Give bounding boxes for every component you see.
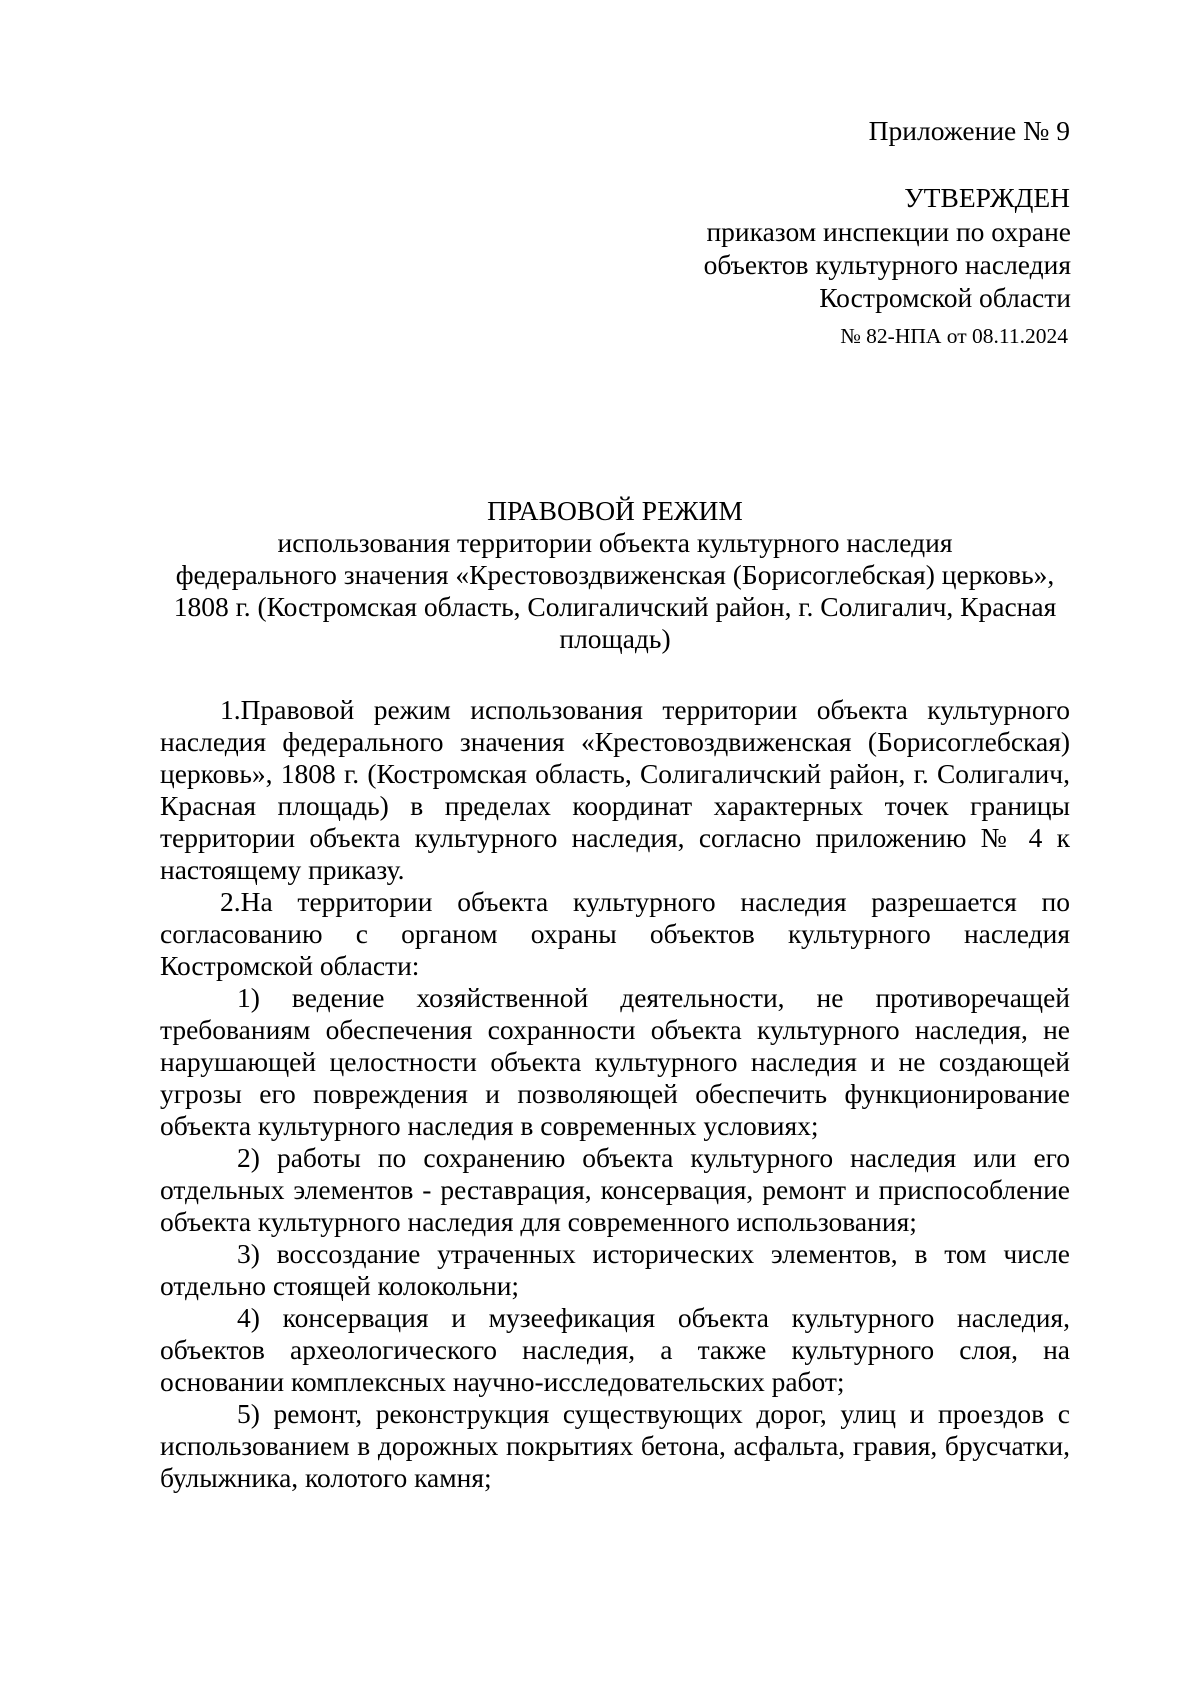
paragraph: 1.Правовой режим использования территории объекта культурного наследия федерального значения «Крестовоздвиженская (Борисоглебская) церковь», 1808 г. (Костромская область, Солигаличский район, г. Солигалич, Красная площадь) в пределах координат характерных точек границы территории объекта культурного наследия, согласно приложению № 4 к настоящему приказу. [160, 694, 1070, 885]
title-line: ПРАВОВОЙ РЕЖИМ [487, 495, 743, 526]
list-item: 3) воссоздание утраченных исторических элементов, в том числе отдельно стоящей колокольни; [160, 1238, 1070, 1301]
title-line: площадь) [559, 623, 671, 654]
appendix-number: Приложение № 9 [868, 115, 1070, 146]
order-number-date: № 82-НПА от 08.11.2024 [840, 324, 1068, 348]
paragraph: 2.На территории объекта культурного наследия разрешается по согласованию с органом охраны объектов культурного наследия Костромской области: [160, 886, 1070, 981]
approving-authority-line: приказом инспекции по охране [706, 216, 1071, 247]
document-title [160, 495, 1070, 655]
list-item: 5) ремонт, реконструкция существующих дорог, улиц и проездов с использованием в дорожных покрытиях бетона, асфальта, гравия, брусчатки, булыжника, колотого камня; [160, 1398, 1070, 1493]
list-item: 4) консервация и музеефикация объекта культурного наследия, объектов археологического наследия, а также культурного слоя, на основании комплексных научно-исследовательских работ; [160, 1302, 1070, 1397]
title-line: федерального значения «Крестовоздвиженская (Борисоглебская) церковь», [175, 559, 1055, 590]
document-body [160, 694, 1070, 1494]
title-line: 1808 г. (Костромская область, Солигаличский район, г. Солигалич, Красная [173, 591, 1057, 622]
approving-authority-line: Костромской области [819, 282, 1071, 313]
list-item: 2) работы по сохранению объекта культурного наследия или его отдельных элементов - реставрация, консервация, ремонт и приспособление объекта культурного наследия для современного использования; [160, 1142, 1070, 1237]
title-line: использования территории объекта культурного наследия [277, 527, 953, 558]
approving-authority-line: объектов культурного наследия [703, 249, 1071, 280]
approval-stamp-heading: УТВЕРЖДЕН [904, 182, 1070, 213]
list-item: 1) ведение хозяйственной деятельности, не противоречащей требованиям обеспечения сохранности объекта культурного наследия, не нарушающей целостности объекта культурного наследия и не создающей угрозы его повреждения и позволяющей обеспечить функционирование объекта культурного наследия в современных условиях; [160, 982, 1070, 1141]
